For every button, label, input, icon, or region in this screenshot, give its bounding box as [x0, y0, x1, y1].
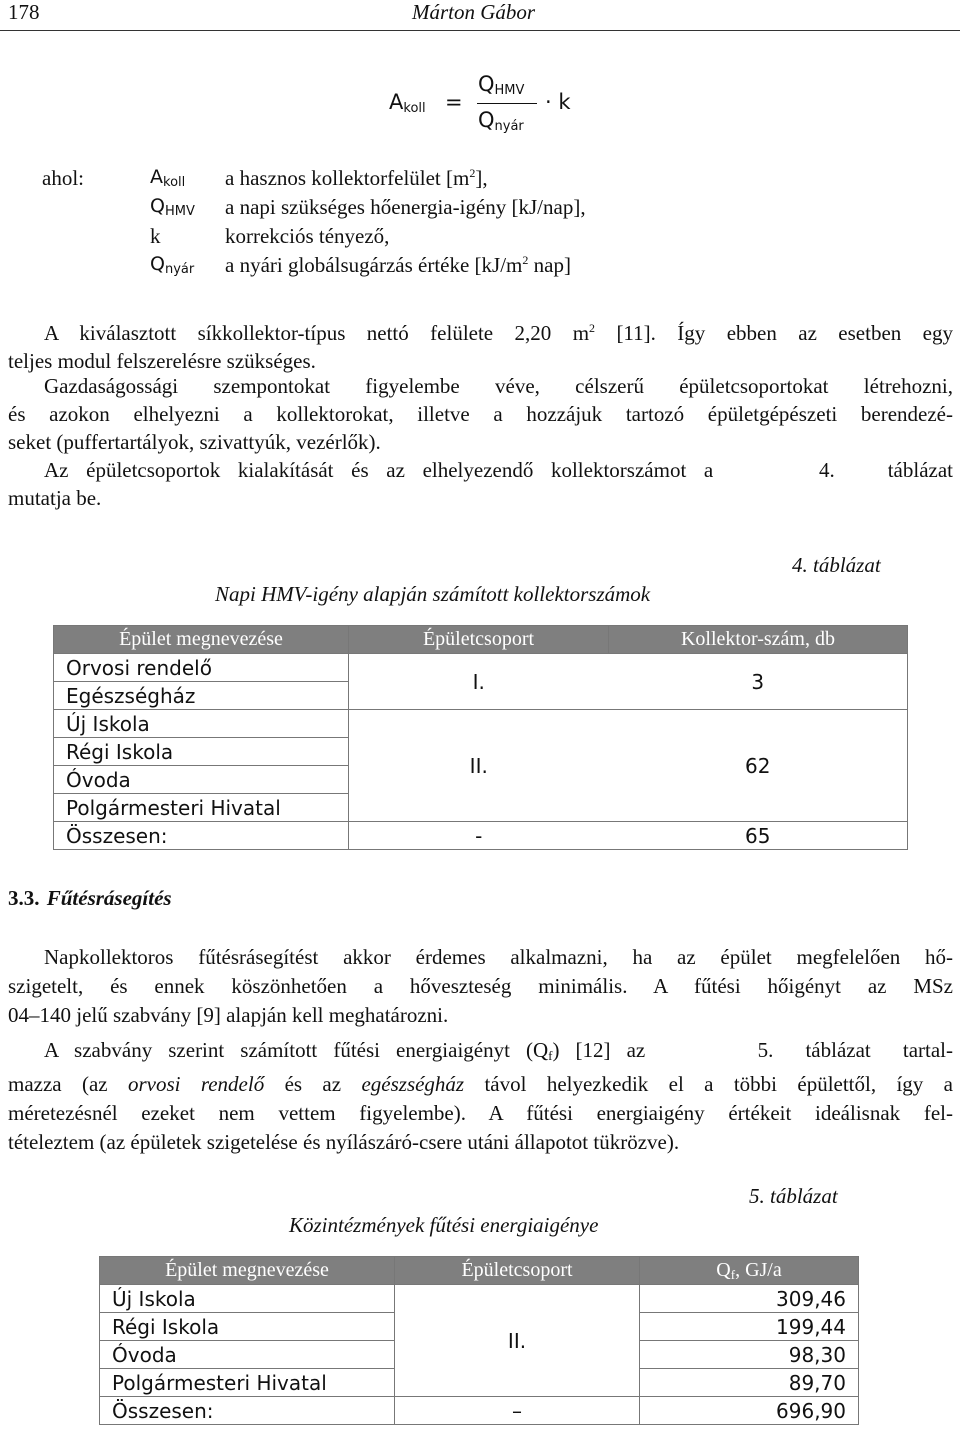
formula-numerator: Q — [478, 72, 495, 96]
collector-count: 62 — [609, 710, 908, 822]
text: Gazdaságossági szempontokat figyelembe véve, célszerű épületcsoportokat létrehozni, — [44, 374, 953, 398]
text: tételeztem (az épületek szigetelése és nyílászáró-csere utáni állapotot tükrözve). — [8, 1130, 680, 1154]
definition-symbol-sub: HMV — [164, 204, 195, 219]
formula-lhs: A — [389, 90, 404, 114]
paragraph-heating-demand — [8, 1036, 953, 1157]
definitions-lead: ahol: — [42, 166, 84, 190]
definition-symbol: Q — [150, 253, 165, 275]
section-heading — [8, 886, 172, 911]
building-group: II. — [395, 1285, 640, 1397]
text: Napkollektoros fűtésrásegítést akkor érdemes alkalmazni, ha az épület megfelelően hő- — [44, 945, 953, 969]
total-value: 696,90 — [640, 1397, 859, 1425]
formula-denominator-sub: nyár — [494, 119, 524, 134]
total-group: - — [349, 822, 609, 850]
text: és az — [264, 1072, 362, 1096]
definition-text-end: nap] — [528, 253, 571, 277]
text: , GJ/a — [735, 1258, 782, 1281]
col-header: Kollektor-szám, db — [609, 626, 908, 654]
total-group: – — [395, 1397, 640, 1425]
total-count: 65 — [609, 822, 908, 850]
building-name: Polgármesteri Hivatal — [54, 794, 349, 822]
table-row — [100, 1285, 859, 1313]
definition-symbol: Q — [150, 195, 165, 217]
text: seket (puffertartályok, szivattyúk, vezérlők). — [8, 430, 381, 454]
heating-demand-value: 199,44 — [640, 1313, 859, 1341]
definition-item — [150, 195, 710, 224]
building-name: Óvoda — [54, 766, 349, 794]
subscript: f — [548, 1048, 553, 1063]
building-group: II. — [349, 710, 609, 822]
formula-lhs-sub: koll — [403, 101, 426, 116]
total-label: Összesen: — [100, 1397, 395, 1425]
building-name: Egészségház — [54, 682, 349, 710]
definition-sup: 2 — [522, 253, 529, 267]
building-name: Régi Iskola — [100, 1313, 395, 1341]
table-total-row — [54, 822, 908, 850]
fraction-bar — [477, 103, 537, 104]
formula-denominator: Q — [478, 108, 495, 132]
definition-text: a nyári globálsugárzás értéke [kJ/m — [225, 253, 523, 277]
definition-sup: 2 — [469, 166, 476, 180]
definition-item — [150, 253, 710, 282]
definition-text: korrekciós tényező, — [225, 224, 390, 248]
collector-count-table — [53, 625, 908, 850]
section-number: 3.3. — [8, 886, 40, 910]
italic-term: egészségház — [361, 1072, 465, 1096]
text: mazza (az — [8, 1072, 128, 1096]
col-header — [640, 1257, 859, 1285]
building-name: Polgármesteri Hivatal — [100, 1369, 395, 1397]
building-name: Új Iskola — [54, 710, 349, 738]
text: méretezésnél ezeket nem vettem figyelembe). A fűtési energiaigény értékeit ideálisnak fel- — [8, 1101, 953, 1125]
text: 04‒140 jelű szabvány [9] alapján kell meghatározni. — [8, 1003, 449, 1027]
table-header-row — [54, 626, 908, 654]
paragraph-heating-support — [8, 943, 953, 1030]
text: A kiválasztott síkkollektor-típus nettó felülete 2,20 m — [44, 321, 590, 345]
definition-symbol: k — [150, 224, 161, 248]
table-5-label: 5. táblázat — [749, 1184, 838, 1208]
formula-numerator-sub: HMV — [494, 83, 525, 98]
definition-symbol-sub: koll — [163, 175, 186, 190]
building-name: Új Iskola — [100, 1285, 395, 1313]
text: és azokon elhelyezni a kollektorokat, illetve a hozzájuk tartozó épületgépészeti berendezé- — [8, 402, 953, 426]
text: ) [12] az 5. táblázat tartal- — [552, 1038, 953, 1062]
building-name: Óvoda — [100, 1341, 395, 1369]
text: mutatja be. — [8, 486, 102, 510]
heating-demand-value: 89,70 — [640, 1369, 859, 1397]
definition-symbol: A — [150, 166, 163, 188]
definition-symbol-sub: nyár — [164, 262, 195, 277]
definition-text: a napi szükséges hőenergia-igény [kJ/nap], — [225, 195, 586, 219]
italic-term: orvosi rendelő — [127, 1072, 265, 1096]
formula-factor: · k — [545, 90, 571, 114]
text: szigetelt, és ennek köszönhetően a hőveszteség minimális. A fűtési hőigényt az MSz — [8, 974, 953, 998]
building-name: Régi Iskola — [54, 738, 349, 766]
text: [11]. Így ebben az esetben egy — [595, 321, 953, 345]
page-number: 178 — [8, 0, 40, 24]
paragraph-building-groups — [8, 372, 953, 512]
table-row — [54, 654, 908, 682]
col-header: Épületcsoport — [395, 1257, 640, 1285]
text: teljes modul felszerelésre szükséges. — [8, 349, 316, 373]
definition-text-end: ], — [475, 166, 488, 190]
formula-equals: = — [445, 90, 463, 114]
header-rule — [0, 30, 960, 31]
building-group: I. — [349, 654, 609, 710]
collector-area-formula — [385, 70, 585, 140]
text: Q — [716, 1258, 731, 1281]
paragraph-collector-area — [8, 314, 953, 375]
col-header: Épület megnevezése — [54, 626, 349, 654]
table-header-row — [100, 1257, 859, 1285]
heating-demand-value: 98,30 — [640, 1341, 859, 1369]
text: A szabvány szerint számított fűtési energiaigényt (Q — [44, 1038, 549, 1062]
table-total-row — [100, 1397, 859, 1425]
definition-text: a hasznos kollektorfelület [m — [225, 166, 470, 190]
table-4-label: 4. táblázat — [792, 553, 881, 577]
table-5-caption: Közintézmények fűtési energiaigénye — [289, 1213, 599, 1237]
definition-list — [150, 166, 710, 282]
text: Az épületcsoportok kialakítását és az elhelyezendő kollektorszámot a 4. táblázat — [44, 458, 953, 482]
subscript: f — [730, 1266, 736, 1282]
running-author: Márton Gábor — [412, 0, 536, 24]
heating-demand-table — [99, 1256, 859, 1425]
text: távol helyezkedik el a többi épülettől, így a — [464, 1072, 953, 1096]
superscript: 2 — [589, 321, 596, 335]
heating-demand-value: 309,46 — [640, 1285, 859, 1313]
section-title: Fűtésrásegítés — [46, 886, 172, 910]
definition-item — [150, 224, 710, 253]
definition-item — [150, 166, 710, 195]
table-row — [54, 710, 908, 738]
building-name: Orvosi rendelő — [54, 654, 349, 682]
col-header: Épületcsoport — [349, 626, 609, 654]
col-header: Épület megnevezése — [100, 1257, 395, 1285]
total-label: Összesen: — [54, 822, 349, 850]
collector-count: 3 — [609, 654, 908, 710]
table-4-caption: Napi HMV-igény alapján számított kollektorszámok — [215, 582, 651, 606]
